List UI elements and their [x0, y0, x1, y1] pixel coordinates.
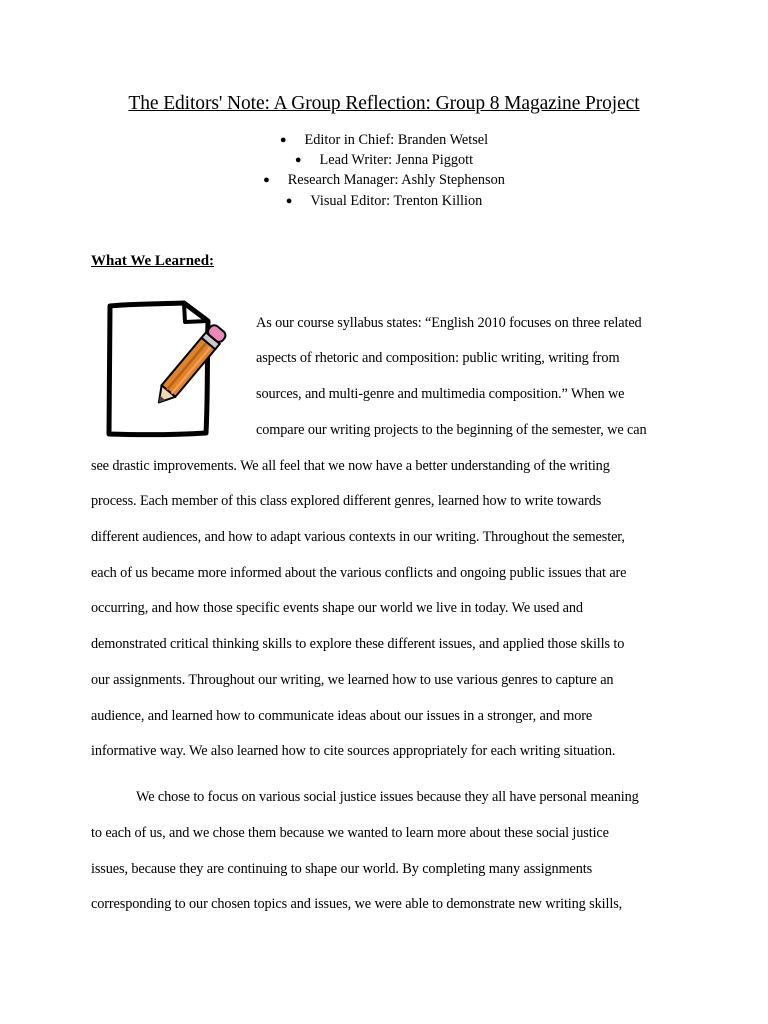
text-line: our assignments. Throughout our writing, we learned how to use various genres to capture an: [91, 672, 614, 688]
text-line: different audiences, and how to adapt various contexts in our writing. Throughout the semester,: [91, 529, 625, 545]
list-item: [0, 150, 768, 170]
text-line: see drastic improvements. We all feel that we now have a better understanding of the writing: [91, 458, 610, 474]
text-line: each of us became more informed about the various conflicts and ongoing public issues that are: [91, 565, 627, 581]
list-item: [0, 130, 768, 150]
role-text: Editor in Chief: Branden Wetsel: [304, 132, 489, 148]
text-line: aspects of rhetoric and composition: public writing, writing from: [256, 350, 620, 366]
text-line: issues, because they are continuing to shape our world. By completing many assignments: [91, 861, 593, 877]
role-text: Lead Writer: Jenna Piggott: [319, 152, 474, 169]
bullet-icon: ●: [263, 174, 270, 187]
text-line: corresponding to our chosen topics and issues, we were able to demonstrate new writing skills,: [91, 896, 623, 912]
text-line: compare our writing projects to the beginning of the semester, we can: [256, 422, 647, 438]
text-line: to each of us, and we chose them because we wanted to learn more about these social justice: [91, 825, 609, 841]
paper-and-pencil-icon: [104, 294, 236, 440]
bullet-icon: ●: [285, 194, 293, 207]
text-line: sources, and multi-genre and multimedia composition.” When we: [256, 386, 625, 402]
page-title: The Editors' Note: A Group Reflection: Group 8 Magazine Project: [128, 93, 640, 114]
text-line: process. Each member of this class explored different genres, learned how to write towards: [91, 493, 602, 509]
text-line: As our course syllabus states: “English 2010 focuses on three related: [256, 315, 642, 331]
bullet-icon: ●: [279, 134, 287, 146]
text-line: audience, and learned how to communicate ideas about our issues in a stronger, and more: [91, 708, 593, 724]
section-heading: What We Learned:: [91, 253, 215, 269]
text-line: informative way. We also learned how to cite sources appropriately for each writing situation.: [91, 743, 616, 759]
text-line: We chose to focus on various social justice issues because they all have personal meaning: [136, 789, 639, 805]
list-item: [0, 170, 768, 190]
list-item: [0, 191, 768, 211]
text-line: demonstrated critical thinking skills to explore these different issues, and applied those skills to: [91, 636, 625, 652]
text-line: occurring, and how those specific events shape our world we live in today. We used and: [91, 600, 583, 616]
role-text: Research Manager: Ashly Stephenson: [287, 172, 505, 189]
role-list: [0, 130, 768, 211]
bullet-icon: ●: [294, 154, 302, 167]
role-text: Visual Editor: Trenton Killion: [310, 192, 483, 209]
